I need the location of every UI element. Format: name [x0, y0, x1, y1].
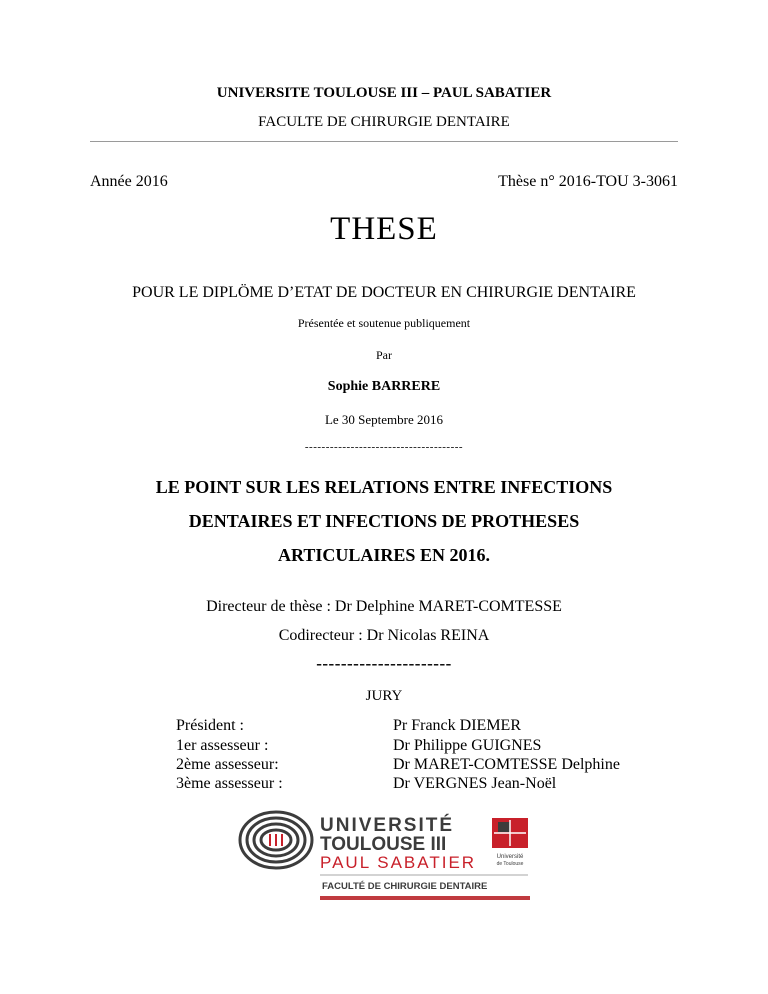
logo-line-3: PAUL SABATIER [320, 853, 477, 872]
thesis-number: Thèse n° 2016-TOU 3-3061 [498, 173, 678, 190]
logo-line-1: UNIVERSITÉ [320, 815, 455, 836]
thesis-title [0, 470, 768, 572]
jury-member: Dr VERGNES Jean-Noël [393, 775, 557, 792]
logo-red-bar [320, 896, 530, 900]
logo-small-2: de Toulouse [496, 861, 524, 867]
separator-line-bold: ---------------------- [316, 654, 452, 673]
separator-line: -------------------------------------- [304, 441, 464, 453]
header-divider [90, 141, 678, 142]
degree-line: POUR LE DIPLÖME D’ETAT DE DOCTEUR EN CHIRURGIE DENTAIRE [132, 284, 636, 301]
defense-date: Le 30 Septembre 2016 [324, 412, 444, 427]
by-line: Par [376, 348, 392, 362]
thesis-codirector: Codirecteur : Dr Nicolas REINA [278, 627, 490, 644]
spiral-emblem-icon [240, 812, 312, 868]
university-logo [236, 810, 532, 902]
academic-year: Année 2016 [90, 173, 168, 190]
logo-banner: FACULTÉ DE CHIRURGIE DENTAIRE [322, 881, 488, 892]
document-heading: THESE [330, 211, 438, 247]
thesis-title-line-2: DENTAIRES ET INFECTIONS DE PROTHESES [188, 511, 580, 531]
jury-heading: JURY [365, 688, 403, 704]
jury-member: Dr Philippe GUIGNES [393, 737, 542, 754]
thesis-director: Directeur de thèse : Dr Delphine MARET-COMTESSE [206, 598, 562, 615]
toulouse-cross-icon [492, 818, 528, 848]
jury-member: Dr MARET-COMTESSE Delphine [393, 756, 620, 773]
author-name: Sophie BARRERE [327, 379, 441, 394]
faculty-name: FACULTE DE CHIRURGIE DENTAIRE [258, 114, 510, 130]
thesis-title-line-3: ARTICULAIRES EN 2016. [278, 545, 490, 565]
jury-role: 2ème assesseur: [176, 756, 279, 773]
logo-line-2: TOULOUSE III [320, 834, 447, 855]
logo-small-1: Université [496, 854, 524, 860]
university-name: UNIVERSITE TOULOUSE III – PAUL SABATIER [216, 85, 552, 101]
thesis-title-line-1: LE POINT SUR LES RELATIONS ENTRE INFECTIONS [155, 477, 613, 497]
presentation-line: Présentée et soutenue publiquement [297, 316, 471, 330]
jury-role: 1er assesseur : [176, 737, 269, 754]
jury-role: 3ème assesseur : [176, 775, 283, 792]
jury-role: Président : [176, 717, 244, 734]
jury-member: Pr Franck DIEMER [393, 717, 521, 734]
